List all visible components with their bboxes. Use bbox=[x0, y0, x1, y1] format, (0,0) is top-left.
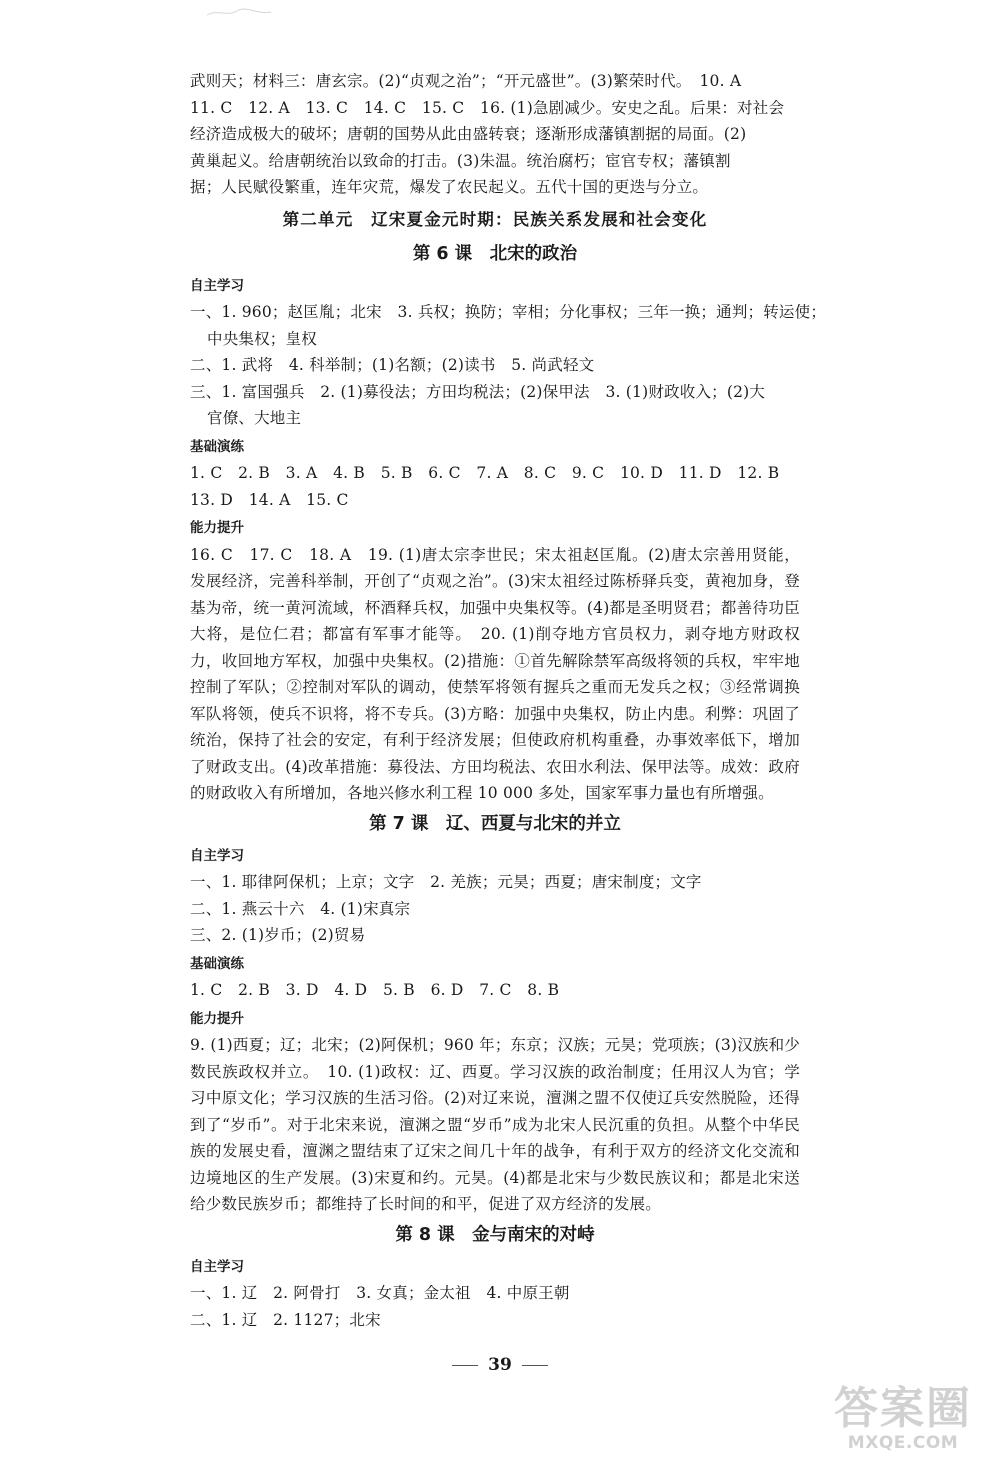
intro-line: 经济造成极大的破坏；唐朝的国势从此由盛转衰；逐渐形成藩镇割据的局面。(2) bbox=[190, 125, 747, 143]
answer-paragraph: 9. (1)西夏；辽；北宋；(2)阿保机；960 年；东京；汉族；元昊；党项族；(3)汉族和少数民族政权并立。 10. (1)政权：辽、西夏。学习汉族的政治制度；任用汉人为官；学习中原文化；学习汉族的生活习俗。(2)对辽来说，澶渊之盟不仅使辽兵安然脱险，还得到了“岁币”。对于北宋来说，澶渊之盟“岁币”成为北宋人民沉重的负担。从整个中华民族的发展史看，澶渊之盟结束了辽宋之间几十年的战争，有利于双方的经济文化交流和边境地区的生产发展。(3)宋夏和约。元昊。(4)都是北宋与少数民族议和；都是北宋送给少数民族岁币；都维持了长时间的和平，促进了双方经济的发展。 bbox=[190, 1036, 800, 1213]
answer-line: 官僚、大地主 bbox=[207, 409, 302, 427]
answer-line: 一、1. 耶律阿保机；上京；文字 2. 羌族；元昊；西夏；唐宋制度；文字 bbox=[190, 873, 702, 891]
intro-line: 11. C 12. A 13. C 14. C 15. C 16. (1)急剧减少。安史之乱。后果：对社会 bbox=[190, 98, 785, 117]
footer-dash-left bbox=[452, 1365, 478, 1366]
lesson-8-title: 第 8 课 金与南宋的对峙 bbox=[395, 1224, 595, 1245]
lesson-7-title: 第 7 课 辽、西夏与北宋的并立 bbox=[369, 813, 621, 834]
section-label: 基础演练 bbox=[190, 955, 244, 972]
answer-line: 三、2. (1)岁币；(2)贸易 bbox=[190, 926, 366, 944]
watermark-text: 答案圈 bbox=[834, 1383, 972, 1434]
answer-line: 二、1. 燕云十六 4. (1)宋真宗 bbox=[190, 899, 411, 918]
intro-line: 武则天；材料三：唐玄宗。(2)“贞观之治”；“开元盛世”。(3)繁荣时代。 10. A bbox=[190, 72, 742, 90]
answer-line: 一、1. 960；赵匡胤；北宋 3. 兵权；换防；宰相；分化事权；三年一换；通判；转运使； bbox=[190, 303, 827, 321]
intro-line: 黄巢起义。给唐朝统治以致命的打击。(3)朱温。统治腐朽；宦官专权；藩镇割 bbox=[190, 151, 731, 170]
page-number: 39 bbox=[488, 1355, 512, 1375]
answer-line: 一、1. 辽 2. 阿骨打 3. 女真；金太祖 4. 中原王朝 bbox=[190, 1284, 570, 1302]
answer-line: 二、1. 武将 4. 科举制；(1)名额；(2)读书 5. 尚武轻文 bbox=[190, 356, 595, 374]
watermark-logo bbox=[828, 1385, 978, 1465]
page-footer bbox=[0, 1355, 1000, 1375]
lesson-6-title: 第 6 课 北宋的政治 bbox=[412, 243, 578, 264]
watermark-url: MXQE.COM bbox=[847, 1433, 959, 1453]
answer-paragraph: 16. C 17. C 18. A 19. (1)唐太宗李世民；宋太祖赵匡胤。(2)唐太宗善用贤能，发展经济，完善科举制，开创了“贞观之治”。(3)宋太祖经过陈桥驿兵变，黄袍加身，登基为帝，统一黄河流域，杯酒释兵权，加强中央集权等。(4)都是圣明贤君；都善待功臣大将，是位仁君；都富有军事才能等。 20. (1)削夺地方官员权力，剥夺地方财政权力，收回地方军权，加强中央集权。(2)措施：①首先解除禁军高级将领的兵权，牢牢地控制了军队；②控制对军队的调动，使禁军将领有握兵之重而无发兵之权；③经常调换军队将领，使兵不识将，将不专兵。(3)方略：加强中央集权，防止内患。利弊：巩固了统治，保持了社会的安定，有利于经济发展；但使政府机构重叠，办事效率低下，增加了财政支出。(4)改革措施：募役法、方田均税法、农田水利法、保甲法等。成效：政府的财政收入有所增加，各地兴修水利工程 10 000 多处，国家军事力量也有所增强。 bbox=[190, 545, 800, 802]
section-label: 自主学习 bbox=[190, 1258, 244, 1275]
answer-line: 二、1. 辽 2. 1127；北宋 bbox=[190, 1310, 381, 1329]
section-label: 自主学习 bbox=[190, 847, 244, 864]
answer-line: 1. C 2. B 3. A 4. B 5. B 6. C 7. A 8. C 9. C 10. D 11. D 12. B bbox=[190, 464, 780, 482]
section-label: 基础演练 bbox=[190, 438, 244, 455]
answer-line: 中央集权；皇权 bbox=[207, 329, 317, 348]
answer-line: 三、1. 富国强兵 2. (1)募役法；方田均税法；(2)保甲法 3. (1)财政收入；(2)大 bbox=[190, 382, 766, 401]
section-label: 能力提升 bbox=[190, 520, 244, 536]
answer-line: 1. C 2. B 3. D 4. D 5. B 6. D 7. C 8. B bbox=[190, 981, 560, 999]
unit-title: 第二单元 辽宋夏金元时期：民族关系发展和社会变化 bbox=[282, 209, 708, 229]
footer-dash-right bbox=[522, 1365, 548, 1366]
section-label: 自主学习 bbox=[190, 277, 244, 294]
answer-line: 13. D 14. A 15. C bbox=[190, 490, 349, 509]
intro-line: 据；人民赋役繁重，连年灾荒，爆发了农民起义。五代十国的更迭与分立。 bbox=[190, 178, 709, 196]
answer-content bbox=[190, 68, 827, 1333]
intro-block bbox=[190, 68, 800, 201]
section-label: 能力提升 bbox=[190, 1010, 244, 1027]
top-scan-artifact bbox=[205, 4, 275, 16]
